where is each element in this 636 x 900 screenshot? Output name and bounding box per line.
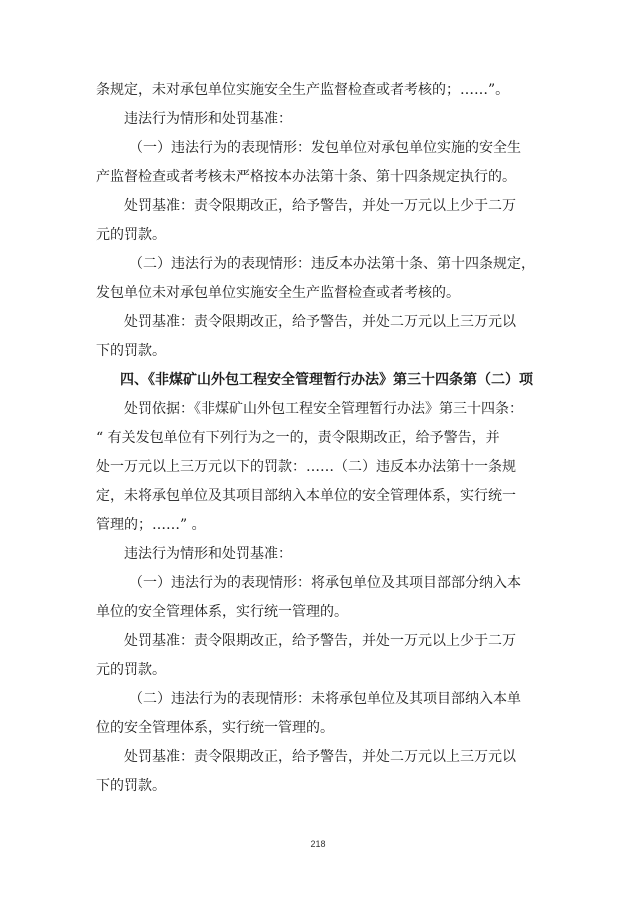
text-line: 管理的；……” 。	[96, 517, 206, 533]
text-line: 处罚基准：责令限期改正，给予警告，并处二万元以上三万元以	[124, 314, 516, 330]
text-line: 发包单位未对承包单位实施安全生产监督检查或者考核的。	[96, 285, 460, 301]
text-line: 位的安全管理体系，实行统一管理的。	[96, 720, 334, 736]
text-line: 处一万元以上三万元以下的罚款：……（二）违反本办法第十一条规	[96, 459, 516, 475]
text-line: 条规定，未对承包单位实施安全生产监督检查或者考核的；……”。	[96, 82, 510, 98]
text-line: 元的罚款。	[96, 227, 166, 243]
text-line: 下的罚款。	[96, 343, 166, 359]
section-heading: 四、《非煤矿山外包工程安全管理暂行办法》第三十四条第（二）项	[120, 372, 533, 388]
text-line: 产监督检查或者考核未严格按本办法第十条、第十四条规定执行的。	[96, 169, 516, 185]
text-line: “ 有关发包单位有下列行为之一的，责令限期改正，给予警告，并	[96, 430, 500, 446]
text-line: 下的罚款。	[96, 778, 166, 794]
text-line: （一）违法行为的表现情形：将承包单位及其项目部部分纳入本	[129, 575, 521, 591]
text-line: 处罚基准：责令限期改正，给予警告，并处一万元以上少于二万	[124, 198, 516, 214]
text-line: 处罚依据：《非煤矿山外包工程安全管理暂行办法》第三十四条：	[124, 401, 523, 417]
text-line: 单位的安全管理体系，实行统一管理的。	[96, 604, 348, 620]
document-body	[96, 80, 546, 796]
text-line: （一）违法行为的表现情形：发包单位对承包单位实施的安全生	[129, 140, 521, 156]
text-line: 违法行为情形和处罚基准：	[124, 111, 292, 127]
text-line: 元的罚款。	[96, 662, 166, 678]
text-line: （二）违法行为的表现情形：违反本办法第十条、第十四条规定，	[129, 256, 535, 272]
text-line: 处罚基准：责令限期改正，给予警告，并处二万元以上三万元以	[124, 749, 516, 765]
text-line: （二）违法行为的表现情形：未将承包单位及其项目部纳入本单	[129, 691, 521, 707]
text-line: 违法行为情形和处罚基准：	[124, 546, 292, 562]
page-number: 218	[310, 839, 326, 849]
text-line: 处罚基准：责令限期改正，给予警告，并处一万元以上少于二万	[124, 633, 516, 649]
text-line: 定，未将承包单位及其项目部纳入本单位的安全管理体系，实行统一	[96, 488, 516, 504]
